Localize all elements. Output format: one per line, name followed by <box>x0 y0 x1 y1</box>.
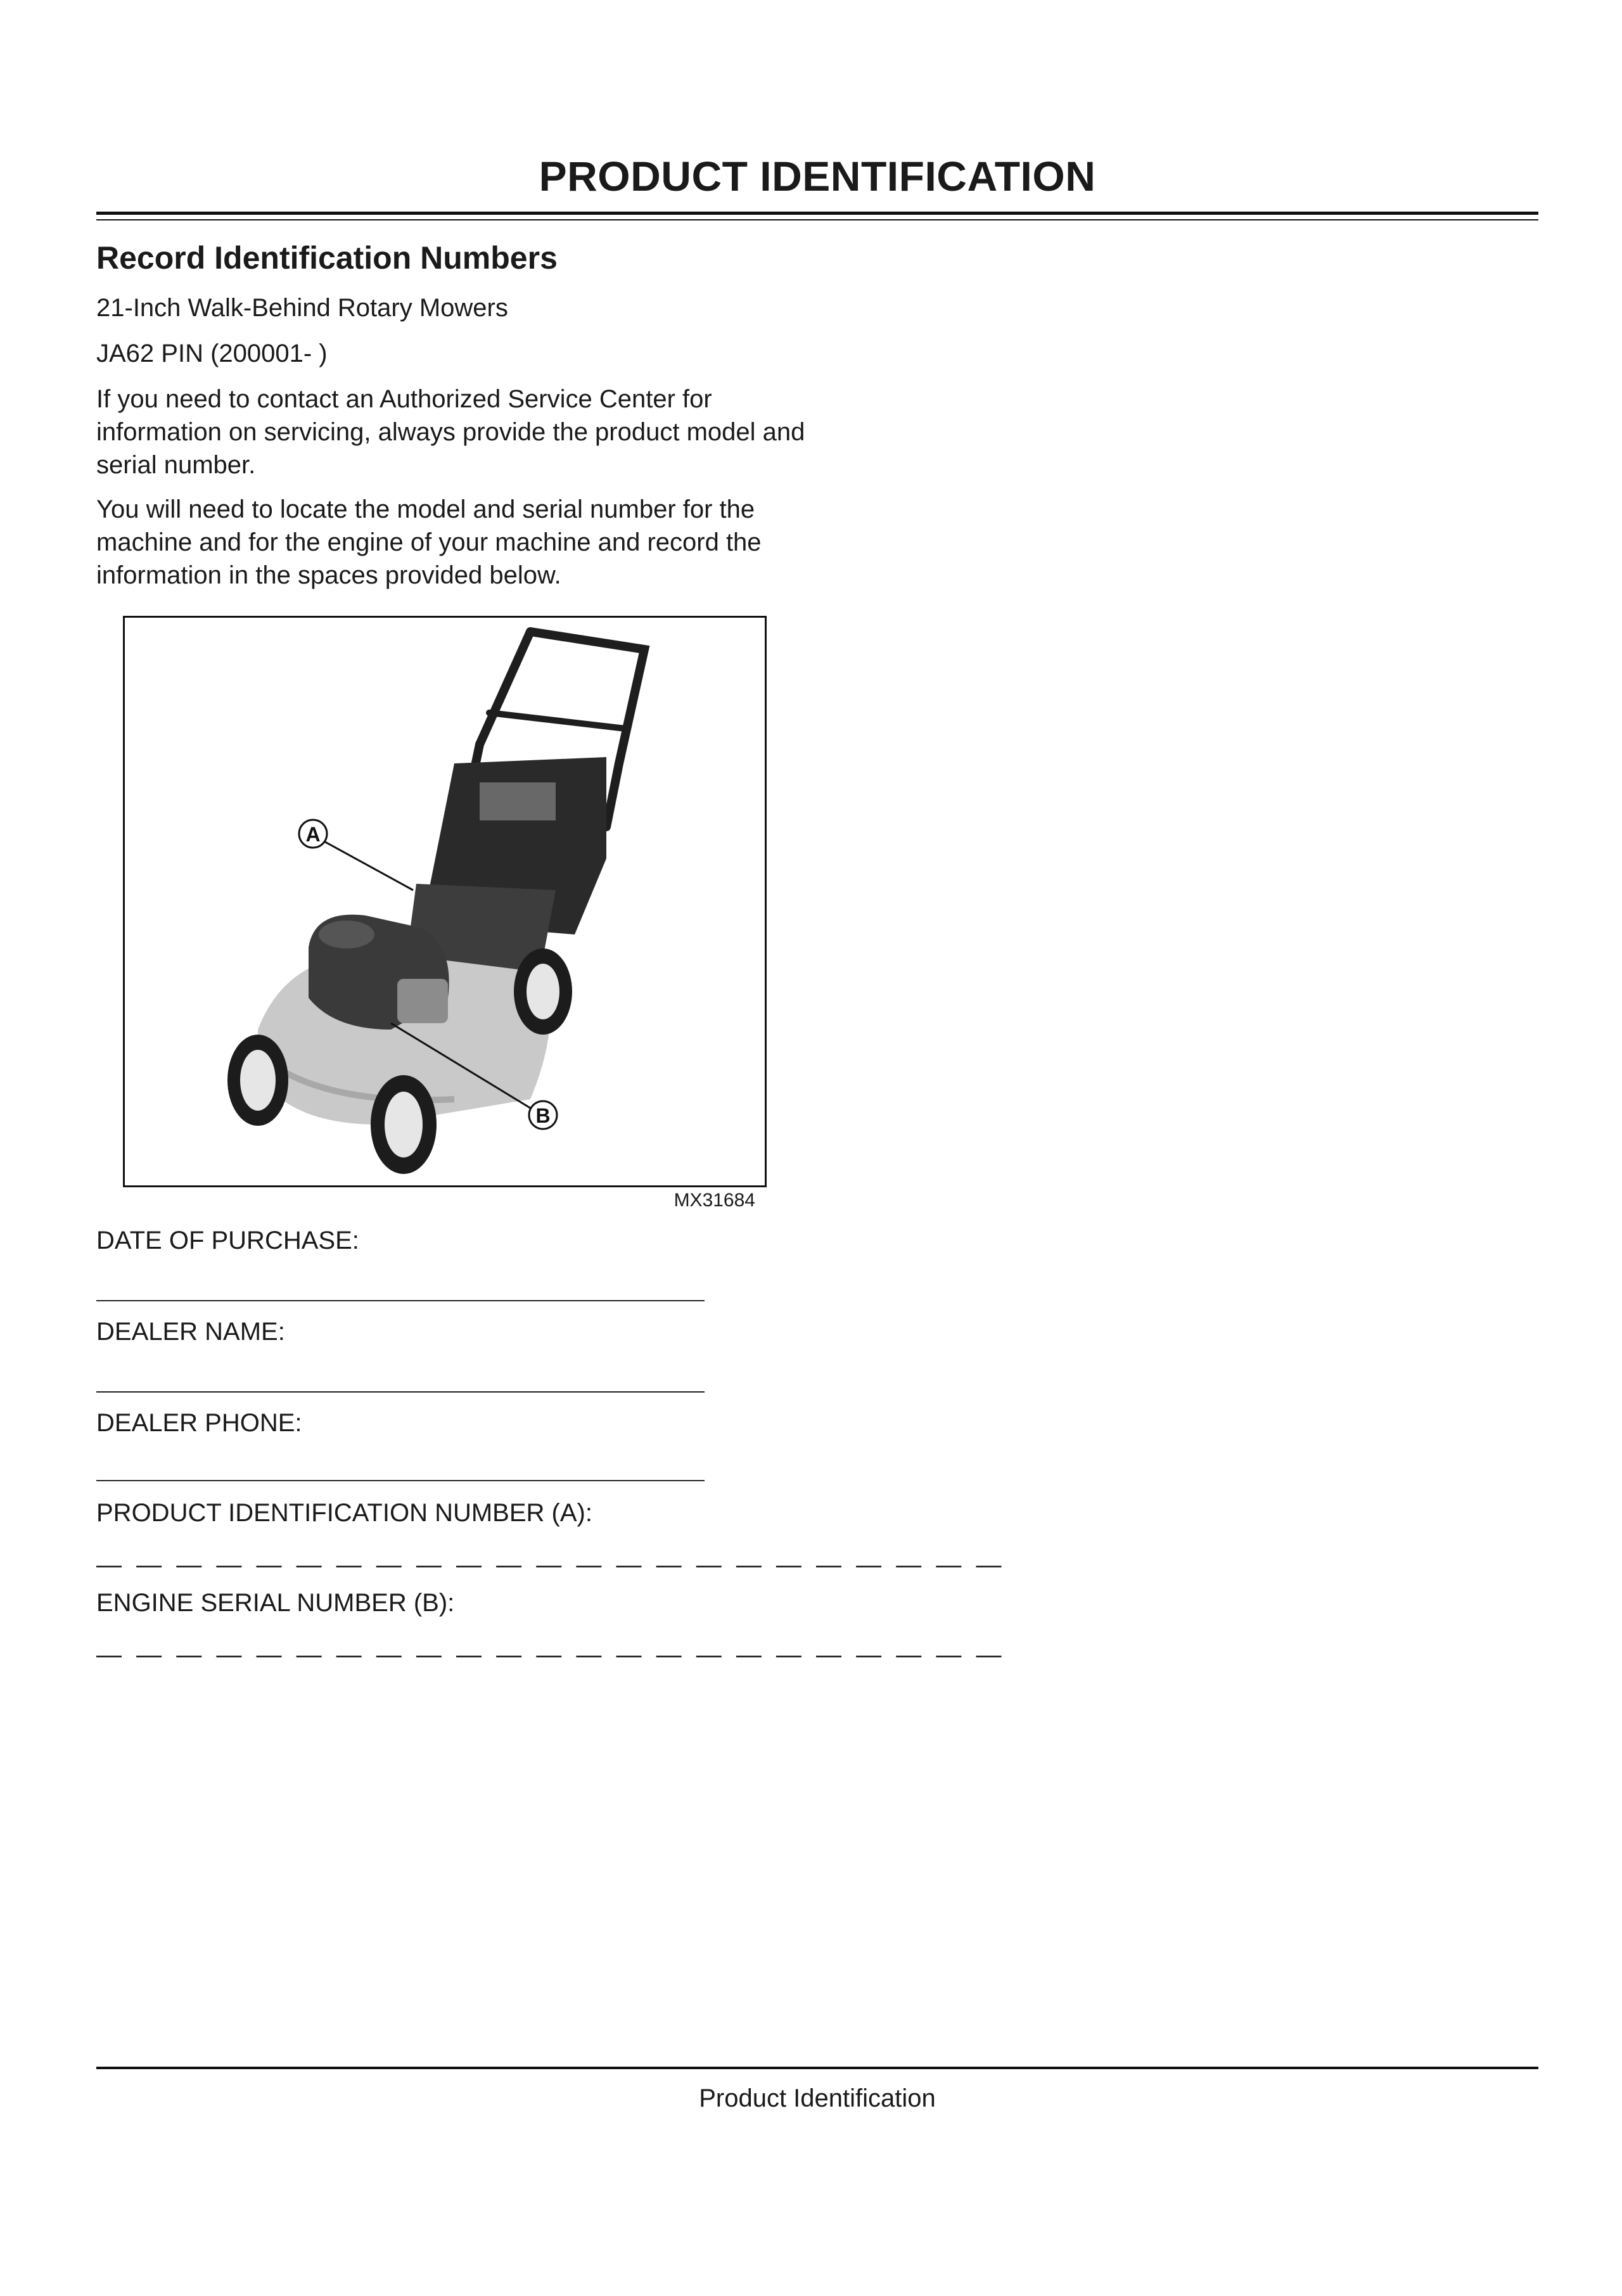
service-paragraph: If you need to contact an Authorized Service Center for information on servicing, always provide the product model and serial number. <box>96 385 805 479</box>
callout-b-label: B <box>535 1104 551 1127</box>
title-rule-thin <box>96 219 1538 220</box>
title-rule-thick <box>96 212 1538 215</box>
locate-paragraph: You will need to locate the model and serial number for the machine and for the engine of your machine and record the information in the spaces provided below. <box>96 495 762 589</box>
callout-a <box>299 820 327 848</box>
footer-rule <box>96 2067 1538 2069</box>
pin-blank: — — — — — — — — — — — — — — — — — — — — — — — <box>96 1551 1006 1579</box>
front-right-wheel <box>371 1075 437 1174</box>
mower-illustration <box>125 618 765 1185</box>
callout-b <box>529 1101 557 1129</box>
section-heading: Record Identification Numbers <box>96 240 558 276</box>
product-line: 21-Inch Walk-Behind Rotary Mowers <box>96 294 508 322</box>
mower-figure <box>123 616 767 1187</box>
engine-fins <box>397 979 448 1023</box>
rear-right-wheel <box>514 948 572 1035</box>
callout-a-leader <box>315 836 413 890</box>
dealer-name-label: DEALER NAME: <box>96 1318 285 1346</box>
dealer-phone-label: DEALER PHONE: <box>96 1409 302 1437</box>
callout-a-label: A <box>305 823 321 846</box>
page-title: PRODUCT IDENTIFICATION <box>539 153 1096 200</box>
pin-label: PRODUCT IDENTIFICATION NUMBER (A): <box>96 1499 592 1527</box>
footer-text: Product Identification <box>699 2084 936 2112</box>
engine-serial-blank: — — — — — — — — — — — — — — — — — — — — — — — <box>96 1641 1006 1669</box>
figure-code: MX31684 <box>674 1190 755 1211</box>
bag-label <box>480 782 556 820</box>
pin-range: JA62 PIN (200001- ) <box>96 340 328 367</box>
front-left-wheel <box>227 1035 288 1126</box>
date-of-purchase-label: DATE OF PURCHASE: <box>96 1227 359 1254</box>
dealer-phone-line <box>96 1480 705 1481</box>
engine-cap <box>319 921 374 948</box>
date-of-purchase-line <box>96 1300 705 1301</box>
dealer-name-line <box>96 1391 705 1393</box>
engine-serial-label: ENGINE SERIAL NUMBER (B): <box>96 1589 455 1617</box>
